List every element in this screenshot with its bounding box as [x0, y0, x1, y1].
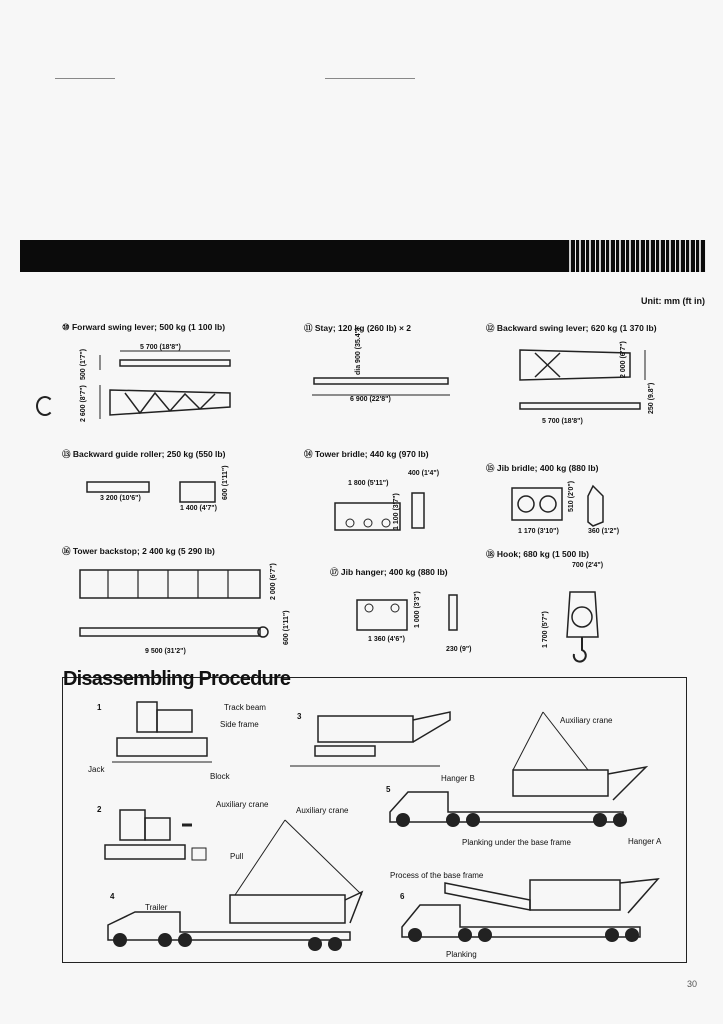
label-process-of-base-frame: Process of the base frame	[390, 871, 484, 880]
part-title-backward-guide-roller: ⑬ Backward guide roller; 250 kg (550 lb)	[62, 449, 226, 459]
step-4-drawing	[100, 820, 380, 955]
dim-label: 1 100 (3'7")	[393, 493, 400, 530]
jib-hanger-drawing	[355, 590, 465, 640]
step-number: 1	[97, 703, 102, 712]
dim-label: 510 (2'0")	[568, 480, 575, 512]
binder-mark	[36, 396, 54, 416]
label-planking: Planking	[446, 950, 477, 959]
dim-label: 1 700 (5'7")	[542, 611, 549, 648]
dim-label: 500 (1'7")	[80, 348, 87, 380]
part-title-forward-swing-lever: ⑩ Forward swing lever; 500 kg (1 100 lb)	[62, 322, 226, 332]
part-title-backward-swing-lever: ⑫ Backward swing lever; 620 kg (1 370 lb)	[486, 323, 657, 333]
dim-label: 600 (1'11")	[283, 610, 290, 645]
step-number: 5	[386, 785, 391, 794]
backward-swing-lever-drawing	[515, 345, 660, 425]
step-1-drawing	[112, 700, 212, 770]
dim-label: 5 700 (18'8")	[140, 344, 181, 351]
label-hanger-b: Hanger B	[441, 774, 475, 783]
step-number: 3	[297, 712, 302, 721]
scan-mark	[55, 78, 115, 79]
part-title-tower-bridle: ⑭ Tower bridle; 440 kg (970 lb)	[304, 449, 429, 459]
label-auxiliary-crane: Auxiliary crane	[216, 800, 269, 809]
dim-label: 1 000 (3'3")	[414, 591, 421, 628]
header-banner	[20, 240, 706, 272]
dim-label: 250 (9.8")	[648, 382, 655, 414]
jib-bridle-drawing	[508, 484, 618, 529]
dim-label: 1 800 (5'11")	[348, 480, 389, 487]
label-pull: Pull	[230, 852, 244, 861]
label-block: Block	[210, 772, 230, 781]
step-number: 6	[400, 892, 405, 901]
part-title-jib-hanger: ⑰ Jib hanger; 400 kg (880 lb)	[330, 567, 448, 577]
part-title-tower-backstop: ⑯ Tower backstop; 2 400 kg (5 290 lb)	[62, 546, 215, 556]
forward-swing-lever-drawing	[80, 345, 240, 425]
dim-label: 1 170 (3'10")	[518, 528, 559, 535]
step-6-drawing	[400, 875, 665, 950]
dim-label: 2 600 (8'7")	[80, 385, 87, 422]
label-track-beam: Track beam	[224, 703, 266, 712]
part-title-hook: ⑱ Hook; 680 kg (1 500 lb)	[486, 549, 589, 559]
dim-label: 2 000 (6'7")	[620, 341, 627, 378]
step-5-drawing	[388, 712, 668, 837]
step-number: 2	[97, 805, 102, 814]
scan-mark	[325, 78, 415, 79]
dim-label: 2 000 (6'7")	[270, 563, 277, 600]
part-title-jib-bridle: ⑮ Jib bridle; 400 kg (880 lb)	[486, 463, 599, 473]
dim-label: 1 400 (4'7")	[180, 505, 217, 512]
label-trailer: Trailer	[145, 903, 168, 912]
dim-label: 6 900 (22'8")	[350, 396, 391, 403]
dim-label: 9 500 (31'2")	[145, 648, 186, 655]
page-number: 30	[686, 979, 697, 989]
stay-drawing	[312, 340, 452, 400]
dim-label: 360 (1'2")	[588, 528, 620, 535]
dim-label: 230 (9")	[446, 646, 472, 653]
tower-backstop-drawing	[78, 566, 278, 651]
label-auxiliary-crane: Auxiliary crane	[296, 806, 349, 815]
label-hanger-a: Hanger A	[628, 837, 662, 846]
step-number: 4	[110, 892, 115, 901]
dim-label: dia 900 (35.4")	[355, 327, 362, 375]
dim-label: 3 200 (10'6")	[100, 495, 141, 502]
dim-label: 400 (1'4")	[408, 470, 440, 477]
procedure-heading: Disassembling Procedure	[63, 668, 291, 690]
label-jack: Jack	[88, 765, 105, 774]
part-title-stay: ⑪ Stay; 120 kg (260 lb) × 2	[304, 323, 412, 333]
label-planking-under-base-frame: Planking under the base frame	[462, 838, 571, 847]
dim-label: 700 (2'4")	[572, 562, 604, 569]
label-side-frame: Side frame	[220, 720, 259, 729]
hook-drawing	[560, 582, 610, 667]
unit-label: Unit: mm (ft in)	[641, 296, 705, 306]
tower-bridle-drawing	[330, 478, 440, 538]
label-auxiliary-crane: Auxiliary crane	[560, 716, 613, 725]
dim-label: 600 (1'11")	[222, 465, 229, 500]
dim-label: 1 360 (4'6")	[368, 636, 405, 643]
dim-label: 5 700 (18'8")	[542, 418, 583, 425]
